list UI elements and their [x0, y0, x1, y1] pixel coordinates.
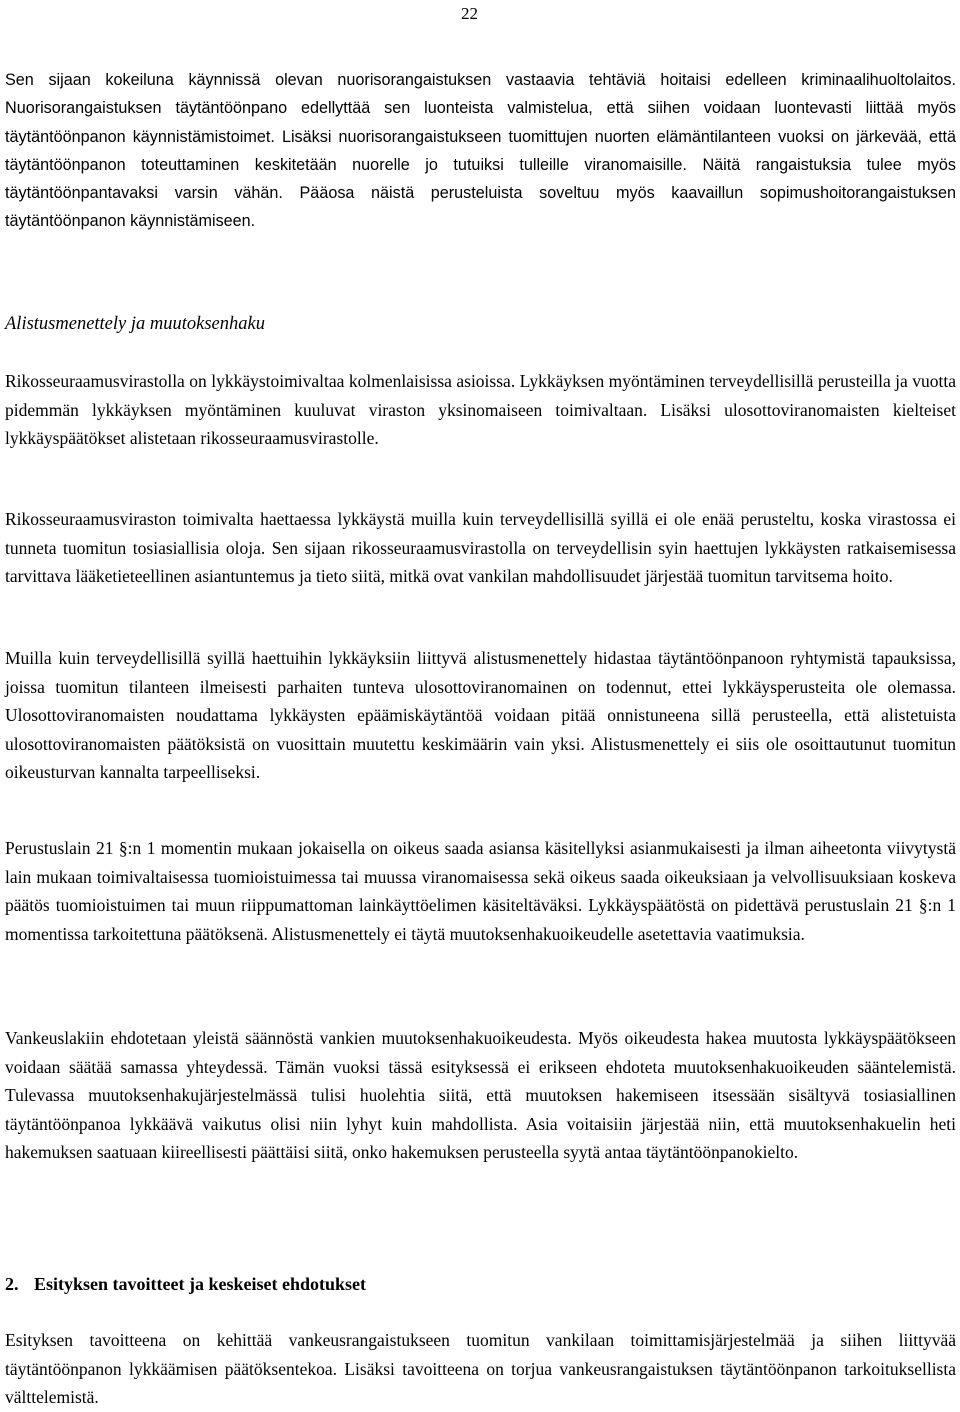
section-number: 2.	[5, 1274, 19, 1294]
paragraph-perustuslaki: Perustuslain 21 §:n 1 momentin mukaan jokaisella on oikeus saada asiansa käsitellyksi asianmukaisesti ja ilman aiheetonta viivytystä lain mukaan toimivaltaisessa tuomioistuimessa tai muussa viranomaisessa sekä oikeus saada oikeuksiaan ja velvollisuuksiaan koskeva päätös tuomioistuimen tai muun riippumattoman lainkäyttöelimen käsiteltäväksi. Lykkäyspäätöstä on pidettävä perustuslain 21 §:n 1 momentissa tarkoitettuna päätöksenä. Alistusmenettely ei täytä muutoksenhakuoikeudelle asetettavia vaatimuksia.	[5, 838, 956, 944]
section-heading	[5, 1274, 366, 1295]
paragraph-alistusmenettely: Muilla kuin terveydellisillä syillä haettuihin lykkäyksiin liittyvä alistusmenettely hidastaa täytäntöönpanoon ryhtymistä tapauksissa, joissa tuomitun tilanteen ilmeisesti parhaiten tunteva ulosottoviranomainen on todennut, ettei lykkäysperusteita ole olemassa. Ulosottoviranomaisten noudattama lykkäysten epäämiskäytäntöä voidaan pitää onnistuneena sillä perusteella, että alistetuista ulosottoviranomaisten päätöksistä on vuosittain muutettu keskimäärin vain yksi. Alistusmenettely ei siis ole osoittautunut tuomitun oikeusturvan kannalta tarpeelliseksi.	[5, 648, 956, 782]
paragraph-tavoitteet: Esityksen tavoitteena on kehittää vankeusrangaistukseen tuomitun vankilaan toimittamisjärjestelmää ja siihen liittyvää täytäntöönpanon lykkäämisen päätöksentekoa. Lisäksi tavoitteena on torjua vankeusrangaistuksen täytäntöönpanon tarkoituksellista välttelemistä.	[5, 1330, 956, 1407]
subheading-alistusmenettely: Alistusmenettely ja muutoksenhaku	[5, 314, 265, 334]
page-number: 22	[461, 4, 478, 23]
paragraph-lykkaystoimivalta: Rikosseuraamusvirastolla on lykkäystoimivaltaa kolmenlaisissa asioissa. Lykkäyksen myöntäminen terveydellisillä perusteilla ja vuotta pidemmän lykkäyksen myöntäminen kuuluvat viraston yksinomaiseen toimivaltaan. Lisäksi ulosottoviranomaisten kielteiset lykkäyspäätökset alistetaan rikosseuraamusvirastolle.	[5, 371, 956, 448]
paragraph-vankeuslaki: Vankeuslakiin ehdotetaan yleistä säännöstä vankien muutoksenhakuoikeudesta. Myös oikeudesta hakea muutosta lykkäyspäätökseen voidaan säätää samassa yhteydessä. Tämän vuoksi tässä esityksessä ei erikseen ehdoteta muutoksenhakuoikeuden sääntelemistä. Tulevassa muutoksenhakujärjestelmässä tulisi huolehtia siitä, että muutoksen hakemiseen itsessään sisältyvä tosiasiallinen täytäntöönpanoa lykkäävä vaikutus olisi niin lyhyt kuin mahdollista. Asia voitaisiin järjestää niin, että muutoksenhakuelin heti hakemuksen saatuaan kiireellisesti päättäisi siitä, onko hakemuksen perusteella syytä antaa täytäntöönpanokielto.	[5, 1028, 956, 1162]
paragraph-toimivalta: Rikosseuraamusviraston toimivalta haettaessa lykkäystä muilla kuin terveydellisillä syillä ei ole enää perusteltu, koska virastossa ei tunneta tuomitun tosiasiallisia oloja. Sen sijaan rikosseuraamusvirastolla on terveydellisin syin haettujen lykkäysten ratkaisemisessa tarvittava lääketieteellinen asiantuntemus ja tieto siitä, mitkä ovat vankilan mahdollisuudet järjestää tuomitun tarvitsema hoito.	[5, 509, 956, 586]
section-title: Esityksen tavoitteet ja keskeiset ehdotukset	[34, 1274, 366, 1294]
paragraph-nuorisorangaistus: Sen sijaan kokeiluna käynnissä olevan nuorisorangaistuksen vastaavia tehtäviä hoitaisi edelleen kriminaalihuoltolaitos. Nuorisorangaistuksen täytäntöönpano edellyttää sen luonteista valmistelua, että siihen voidaan luontevasti liittää myös täytäntöönpanon käynnistämistoimet. Lisäksi nuorisorangaistukseen tuomittujen nuorten elämäntilanteen vuoksi on järkevää, että täytäntöönpanon toteuttaminen keskitetään nuorelle jo tutuiksi tulleille viranomaisille. Näitä rangaistuksia tulee myös täytäntöönpantavaksi varsin vähän. Pääosa näistä perusteluista soveltuu myös kaavaillun sopimushoitorangaistuksen täytäntöönpanon käynnistämiseen.	[5, 71, 956, 231]
